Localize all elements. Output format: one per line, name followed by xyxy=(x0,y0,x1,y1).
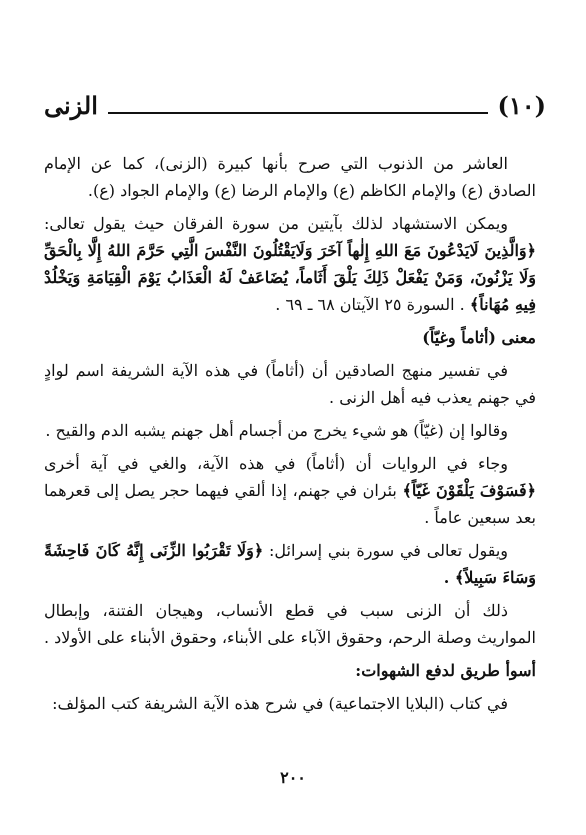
quran-verse-furqan: ﴿وَالَّذِينَ لَايَدْعُونَ مَعَ اللهِ إِلٰهاً آخَرَ وَلَايَقْتُلُونَ النَّفْسَ الَّتِي حَرَّمَ اللهُ إِلَّا بِالْحَقِّ وَلَا يَزْنُونَ، وَمَنْ يَفْعَلْ ذَلِكَ يَلْقَ أَثَاماً، يُضَاعَفْ لَهُ الْعَذَابُ يَوْمَ الْقِيَامَةِ وَيَخْلُدْ فِيهِ مُهَاناً﴾ xyxy=(44,241,536,314)
chapter-number: (١٠) xyxy=(497,91,546,120)
chapter-title: الزنى xyxy=(44,91,98,120)
paragraph-6 xyxy=(44,537,536,591)
paragraph-6-intro: ويقول تعالى في سورة بني إسرائل: xyxy=(269,541,509,560)
paragraph-5 xyxy=(44,450,536,531)
header-rule xyxy=(108,112,488,114)
section-heading-worst-way: أسوأ طريق لدفع الشهوات: xyxy=(355,661,536,680)
paragraph-1: العاشر من الذنوب التي صرح بأنها كبيرة (الزنى)، كما عن الإمام الصادق (ع) والإمام الكاظم (ع) والإمام الرضا (ع) والإمام الجواد (ع). xyxy=(44,154,536,200)
quran-verse-isra: ﴿وَلَا تَقْرَبُوا الزِّنَى إِنَّهُ كَانَ فَاحِشَةً وَسَاءَ سَبِيلاً﴾ . xyxy=(44,541,536,587)
page-body xyxy=(44,150,536,723)
quran-verse-ghayya: ﴿فَسَوْفَ يَلْقَوْنَ غَيّاً﴾ xyxy=(402,481,536,500)
paragraph-2 xyxy=(44,210,536,318)
paragraph-7: ذلك أن الزنى سبب في قطع الأنساب، وهيجان الفتنة، وإبطال المواريث وصلة الرحم، وحقوق الآباء على الأبناء، وحقوق الأبناء على الأولاد . xyxy=(43,601,536,647)
section-heading-meaning: معنى (أثاماً وغيّاً) xyxy=(422,328,536,347)
paragraph-2-intro: ويمكن الاستشهاد لذلك بآيتين من سورة الفرقان حيث يقول تعالى: xyxy=(44,214,508,233)
paragraph-3: في تفسير منهج الصادقين أن (أثاماً) في هذه الآية الشريفة اسم لوادٍ في جهنم يعذب فيه أهل الزنى . xyxy=(44,361,536,407)
page-number: ٢٠٠ xyxy=(280,768,306,787)
paragraph-5-rest: بئران في جهنم، إذا ألقي فيهما حجر يصل إلى قعرهما بعد سبعين عاماً . xyxy=(44,481,536,527)
paragraph-4: وقالوا إن (غيّاً) هو شيء يخرج من أجسام أهل جهنم يشبه الدم والقيح . xyxy=(45,421,508,440)
paragraph-8: في كتاب (البلايا الاجتماعية) في شرح هذه الآية الشريفة كتب المؤلف: xyxy=(52,694,508,713)
paragraph-5-intro: وجاء في الروايات أن (أثاماً) في هذه الآية، والغي في آية أخرى xyxy=(44,454,508,473)
running-header xyxy=(44,78,546,118)
verse-reference: . السورة ٢٥ الآيتان ٦٨ ـ ٦٩ . xyxy=(275,295,465,314)
